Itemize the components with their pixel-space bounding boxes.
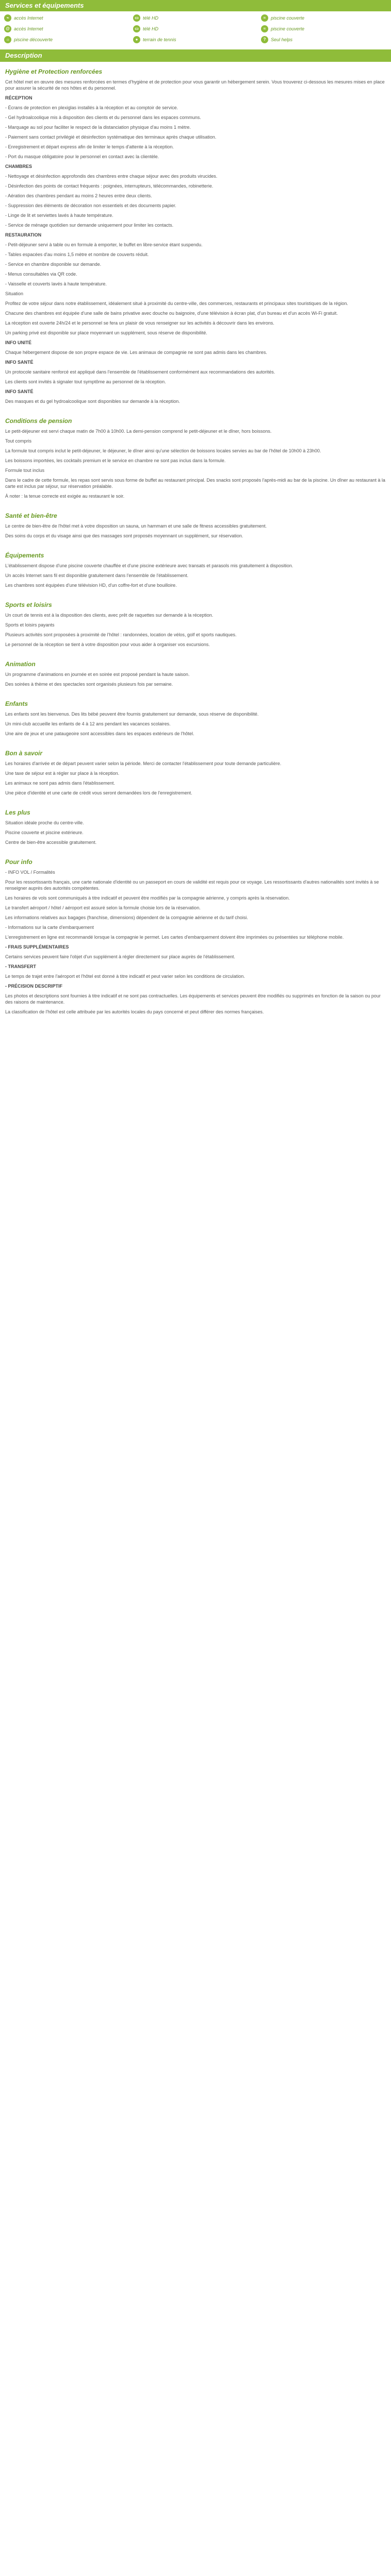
section-paragraph: Plusieurs activités sont proposées à proximité de l'hôtel : randonnées, location de vélos, golf et sports nautiques. — [5, 632, 237, 637]
section-paragraph: Des soirées à thème et des spectacles sont organisés plusieurs fois par semaine. — [5, 682, 173, 687]
section-spacer — [5, 592, 386, 597]
section-paragraph: Une aire de jeux et une pataugeoire sont accessibles dans les espaces extérieurs de l'hôtel. — [5, 731, 194, 736]
section-paragraph: - Vaisselle et couverts lavés à haute température. — [5, 281, 107, 286]
section-spacer — [5, 503, 386, 508]
section-paragraph: Dans le cadre de cette formule, les repas sont servis sous forme de buffet au restaurant principal. Des snacks sont proposés l'après-midi au bar de la piscine. Un dîner au restaurant à la carte est inclus par séjour, sur réservation préalable. — [5, 478, 385, 489]
section-spacer — [5, 691, 386, 696]
section-paragraph: Certains services peuvent faire l'objet d'un supplément à régler directement sur place auprès de l'établissement. — [5, 954, 235, 959]
section-paragraph: - Enregistrement et départ express afin de limiter le temps d'attente à la réception. — [5, 144, 174, 149]
service-item — [261, 25, 385, 32]
section-spacer — [5, 800, 386, 805]
section-spacer — [5, 651, 386, 656]
section-spacer — [5, 543, 386, 548]
section-paragraph: Les enfants sont les bienvenus. Des lits bébé peuvent être fournis gratuitement sur demande, sous réserve de disponibilité. — [5, 711, 259, 717]
section-paragraph: Des masques et du gel hydroalcoolique sont disponibles sur demande à la réception. — [5, 399, 180, 404]
section-paragraph: Un mini-club accueille les enfants de 4 à 12 ans pendant les vacances scolaires. — [5, 721, 171, 726]
section-heading: Équipements — [5, 552, 44, 559]
section-paragraph: Une pièce d'identité et une carte de crédit vous seront demandées lors de l'enregistrement. — [5, 790, 192, 795]
section-spacer — [5, 408, 386, 413]
section-paragraph: - Paiement sans contact privilégié et désinfection systématique des terminaux après chaque utilisation. — [5, 134, 217, 140]
service-label: terrain de tennis — [143, 37, 176, 42]
section-paragraph: L'enregistrement en ligne est recommandé lorsque la compagnie le permet. Les cartes d'embarquement doivent être imprimées ou présentées sur téléphone mobile. — [5, 935, 344, 940]
section-paragraph: - INFO VOL / Formalités — [5, 870, 55, 875]
section-paragraph: Les animaux ne sont pas admis dans l'établissement. — [5, 781, 115, 786]
service-item — [133, 25, 261, 32]
section-paragraph: - Petit-déjeuner servi à table ou en formule à emporter, le buffet en libre-service étant suspendu. — [5, 242, 203, 247]
section-paragraph: - Informations sur la carte d'embarquement — [5, 925, 94, 930]
section-paragraph: - Marquage au sol pour faciliter le respect de la distanciation physique d'au moins 1 mètre. — [5, 125, 191, 130]
section-paragraph: RESTAURATION — [5, 232, 42, 238]
service-item — [261, 36, 385, 43]
section-paragraph: INFO SANTÉ — [5, 360, 34, 365]
section-paragraph: Un parking privé est disponible sur place moyennant un supplément, sous réserve de disponibilité. — [5, 330, 207, 335]
section-paragraph: Un court de tennis est à la disposition des clients, avec prêt de raquettes sur demande à la réception. — [5, 613, 214, 618]
section-paragraph: Chaque hébergement dispose de son propre espace de vie. Les animaux de compagnie ne sont pas admis dans les chambres. — [5, 350, 267, 355]
section-heading: Animation — [5, 660, 36, 668]
section-paragraph: INFO SANTÉ — [5, 389, 34, 394]
service-item — [4, 25, 133, 32]
section-paragraph: Le petit-déjeuner est servi chaque matin de 7h00 à 10h00. La demi-pension comprend le petit-déjeuner et le dîner, hors boissons. — [5, 429, 272, 434]
section-paragraph: Cet hôtel met en œuvre des mesures renforcées en termes d'hygiène et de protection pour vous garantir un hébergement serein. Vous trouverez ci-dessous les mesures mises en place pour assurer la sécurité de nos hôtes et du personnel. — [5, 79, 385, 91]
services-grid — [0, 11, 391, 46]
section-heading: Les plus — [5, 809, 30, 816]
section-paragraph: Un programme d'animations en journée et en soirée est proposé pendant la haute saison. — [5, 672, 190, 677]
internet-icon: @ — [4, 25, 11, 32]
service-label: télé HD — [143, 26, 159, 31]
section-paragraph: Une taxe de séjour est à régler sur place à la réception. — [5, 771, 120, 776]
section-paragraph: - Nettoyage et désinfection approfondis des chambres entre chaque séjour avec des produits virucides. — [5, 174, 218, 179]
section-paragraph: Le centre de bien-être de l'hôtel met à votre disposition un sauna, un hammam et une salle de fitness accessibles gratuitement. — [5, 523, 267, 529]
services-header — [0, 0, 391, 11]
section-paragraph: RÉCEPTION — [5, 95, 32, 100]
section-paragraph: INFO UNITÉ — [5, 340, 31, 345]
service-item — [261, 14, 385, 22]
description-title: Description — [5, 52, 42, 59]
section-paragraph: - Service en chambre disponible sur demande. — [5, 262, 102, 267]
section-paragraph: - PRÉCISION DESCRIPTIF — [5, 984, 63, 989]
section-paragraph: Pour les ressortissants français, une carte nationale d'identité ou un passeport en cours de validité est requis pour ce voyage. Les ressortissants d'autres nationalités sont invités à se renseigner auprès des autorités compétentes. — [5, 879, 379, 891]
section-paragraph: - Tables espacées d'au moins 1,5 mètre et nombre de couverts réduit. — [5, 252, 149, 257]
section-paragraph: - Port du masque obligatoire pour le personnel en contact avec la clientèle. — [5, 154, 159, 159]
section-heading: Conditions de pension — [5, 417, 72, 425]
section-paragraph: Le transfert aéroport / hôtel / aéroport est assuré selon la formule choisie lors de la réservation. — [5, 905, 201, 910]
section-spacer — [5, 740, 386, 745]
section-paragraph: Les horaires de vols sont communiqués à titre indicatif et peuvent être modifiés par la compagnie aérienne, y compris après la réservation. — [5, 895, 290, 901]
section-paragraph: Un accès Internet sans fil est disponible gratuitement dans l'ensemble de l'établissement. — [5, 573, 189, 578]
section-paragraph: L'établissement dispose d'une piscine couverte chauffée et d'une piscine extérieure avec transats et parasols mis gratuitement à disposition. — [5, 563, 294, 568]
section-paragraph: Les clients sont invités à signaler tout symptôme au personnel de la réception. — [5, 379, 166, 384]
section-paragraph: - Aération des chambres pendant au moins 2 heures entre deux clients. — [5, 193, 152, 198]
section-paragraph: Les horaires d'arrivée et de départ peuvent varier selon la période. Merci de contacter l'établissement pour toute demande particulière. — [5, 761, 282, 766]
section-paragraph: Les informations relatives aux bagages (franchise, dimensions) dépendent de la compagnie aérienne et du tarif choisi. — [5, 915, 248, 920]
section-paragraph: Tout compris — [5, 438, 32, 444]
section-paragraph: La classification de l'hôtel est celle attribuée par les autorités locales du pays concerné et peut différer des normes françaises. — [5, 1009, 264, 1014]
section-heading: Santé et bien-être — [5, 512, 57, 519]
section-paragraph: - FRAIS SUPPLÉMENTAIRES — [5, 944, 69, 950]
section-heading: Enfants — [5, 700, 28, 707]
pool-outdoor-icon: ☼ — [4, 36, 11, 43]
service-item — [4, 14, 133, 22]
service-label: piscine couverte — [271, 26, 305, 31]
section-paragraph: - TRANSFERT — [5, 964, 36, 969]
description-header — [0, 49, 391, 62]
section-paragraph: Sports et loisirs payants — [5, 622, 55, 628]
section-paragraph: Le temps de trajet entre l'aéroport et l'hôtel est donné à titre indicatif et peut varier selon les conditions de circulation. — [5, 974, 245, 979]
service-item — [133, 14, 261, 22]
section-paragraph: Situation — [5, 291, 24, 296]
section-paragraph: À noter : la tenue correcte est exigée au restaurant le soir. — [5, 494, 125, 499]
section-paragraph: - Menus consultables via QR code. — [5, 272, 77, 277]
section-paragraph: Les boissons importées, les cocktails premium et le service en chambre ne sont pas inclus dans la formule. — [5, 458, 226, 463]
tennis-icon: ● — [133, 36, 140, 43]
section-paragraph: Les photos et descriptions sont fournies à titre indicatif et ne sont pas contractuelles. Les équipements et services peuvent être modifiés ou supprimés en fonction de la saison ou pour des raisons de maintenance. — [5, 993, 381, 1005]
section-paragraph: - Écrans de protection en plexiglas installés à la réception et au comptoir de service. — [5, 105, 178, 110]
section-heading: Pour info — [5, 858, 32, 866]
section-paragraph: Situation idéale proche du centre-ville. — [5, 820, 84, 825]
pool-icon: ≈ — [261, 14, 268, 22]
section-paragraph: Piscine couverte et piscine extérieure. — [5, 830, 84, 835]
tv-icon: ▭ — [133, 25, 140, 32]
section-paragraph: CHAMBRES — [5, 164, 32, 169]
section-paragraph: - Désinfection des points de contact fréquents : poignées, interrupteurs, télécommandes, robinetterie. — [5, 183, 214, 189]
section-paragraph: La formule tout compris inclut le petit-déjeuner, le déjeuner, le dîner ainsi qu'une sélection de boissons locales servies au bar de l'hôtel de 10h00 à 23h00. — [5, 448, 321, 453]
section-heading: Bon à savoir — [5, 750, 43, 757]
section-paragraph: Centre de bien-être accessible gratuitement. — [5, 840, 97, 845]
service-label: accès Internet — [14, 26, 43, 31]
section-paragraph: - Suppression des éléments de décoration non essentiels et des documents papier. — [5, 203, 176, 208]
service-label: Seul helps — [271, 37, 293, 42]
section-paragraph: La réception est ouverte 24h/24 et le personnel se fera un plaisir de vous renseigner sur les activités à découvrir dans les environs. — [5, 320, 274, 326]
section-heading: Hygiène et Protection renforcées — [5, 68, 103, 75]
section-paragraph: - Service de ménage quotidien sur demande uniquement pour limiter les contacts. — [5, 223, 174, 228]
section-spacer — [5, 1019, 386, 1024]
section-paragraph: Le personnel de la réception se tient à votre disposition pour vous aider à organiser vos excursions. — [5, 642, 210, 647]
services-title: Services et équipements — [5, 2, 84, 9]
service-label: piscine couverte — [271, 15, 305, 21]
section-spacer — [5, 849, 386, 854]
section-paragraph: Formule tout inclus — [5, 468, 45, 473]
service-label: télé HD — [143, 15, 159, 21]
tv-icon: ▭ — [133, 14, 140, 22]
help-icon: ? — [261, 36, 268, 43]
section-paragraph: Un protocole sanitaire renforcé est appliqué dans l'ensemble de l'établissement conformément aux recommandations des autorités. — [5, 369, 275, 375]
service-item — [4, 36, 133, 43]
wifi-icon: ⌁ — [4, 14, 11, 22]
section-paragraph: - Gel hydroalcoolique mis à disposition des clients et du personnel dans les espaces communs. — [5, 115, 201, 120]
service-label: accès Internet — [14, 15, 43, 21]
section-paragraph: Des soins du corps et du visage ainsi que des massages sont proposés moyennant un supplément, sur réservation. — [5, 533, 243, 538]
pool-icon: ≈ — [261, 25, 268, 32]
section-paragraph: Les chambres sont équipées d'une télévision HD, d'un coffre-fort et d'une bouilloire. — [5, 583, 177, 588]
section-paragraph: Profitez de votre séjour dans notre établissement, idéalement situé à proximité du centre-ville, des commerces, restaurants et principaux sites touristiques de la région. — [5, 301, 348, 306]
section-paragraph: Chacune des chambres est équipée d'une salle de bains privative avec douche ou baignoire, d'une télévision à écran plat, d'un bureau et d'un accès Wi-Fi gratuit. — [5, 311, 338, 316]
section-heading: Sports et loisirs — [5, 601, 52, 608]
section-paragraph: - Linge de lit et serviettes lavés à haute température. — [5, 213, 113, 218]
description-content — [0, 62, 391, 1024]
service-item — [133, 36, 261, 43]
service-label: piscine découverte — [14, 37, 53, 42]
